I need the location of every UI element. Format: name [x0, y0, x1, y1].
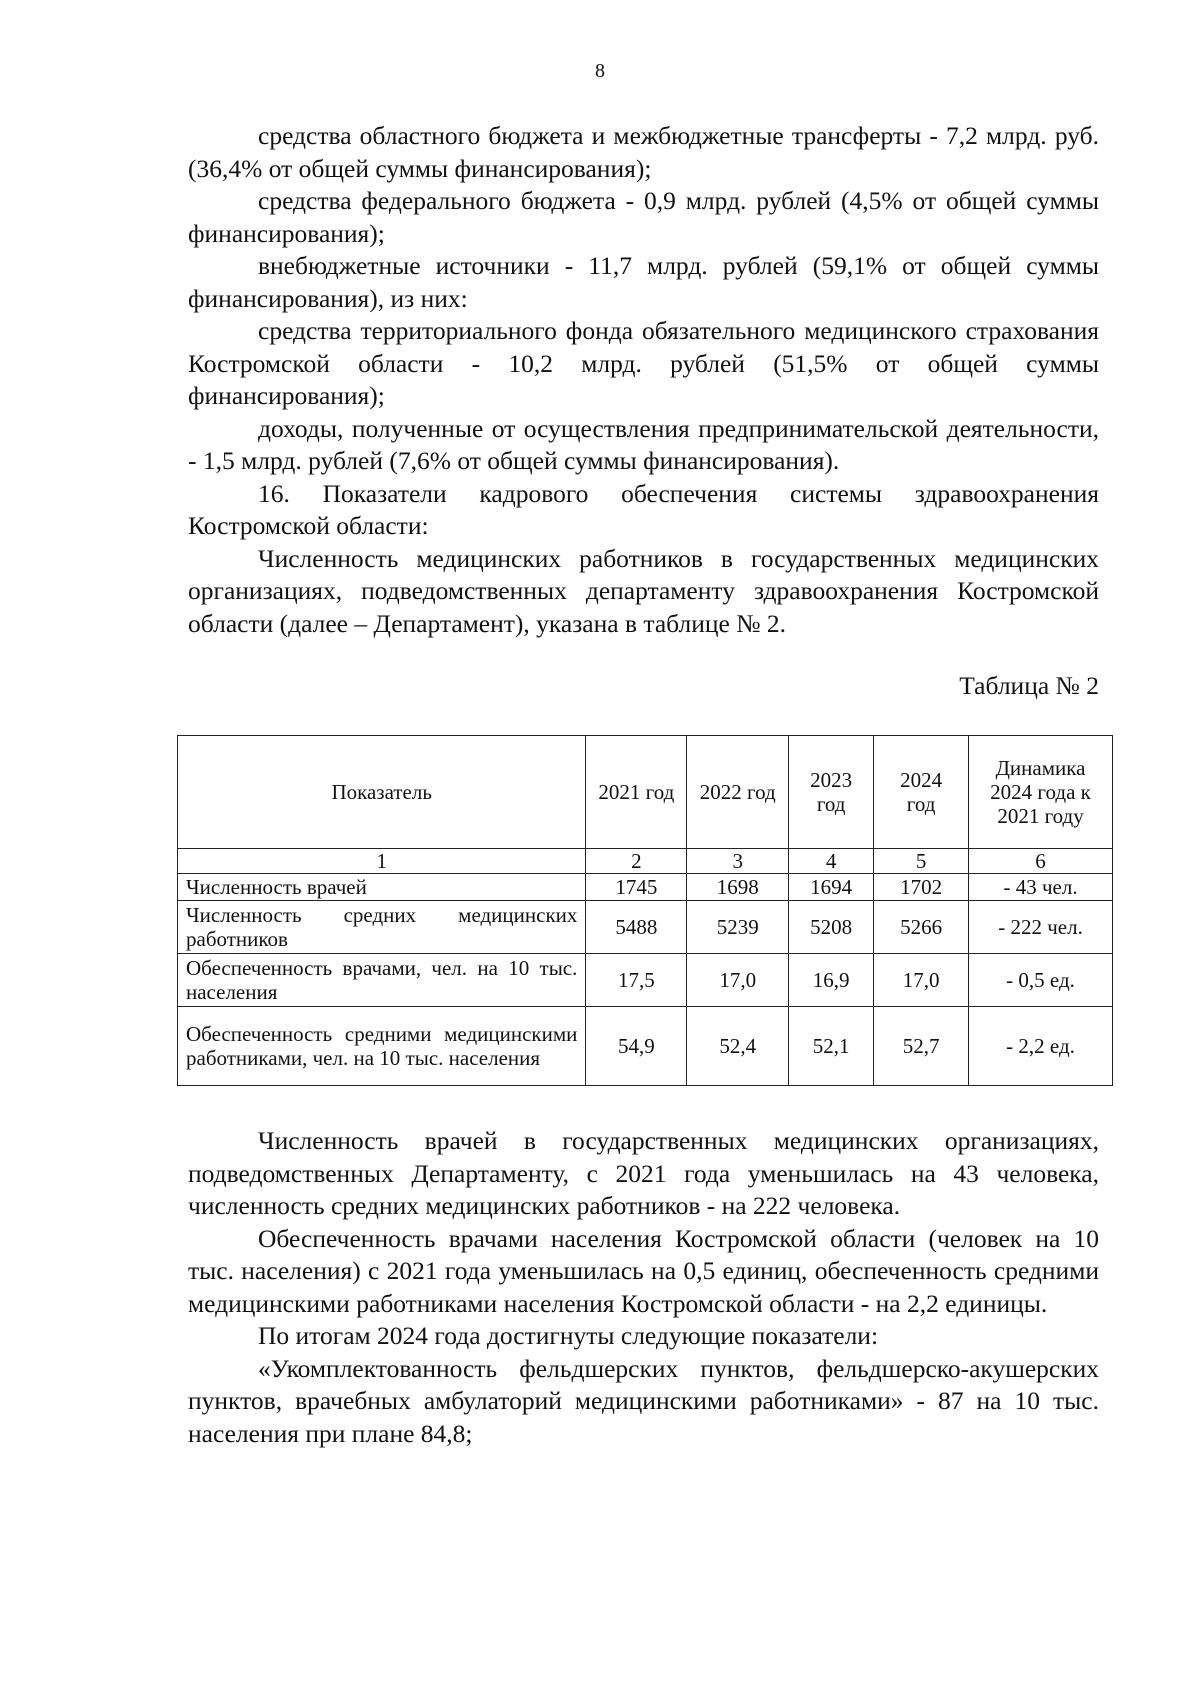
table-header-row	[178, 736, 1113, 849]
paragraph: По итогам 2024 года достигнуты следующие показатели:	[258, 1321, 879, 1350]
table-caption: Таблица № 2	[959, 671, 1099, 700]
value-cell: 1694	[789, 874, 874, 901]
value-cell: 52,7	[874, 1007, 969, 1086]
dynamics-cell: - 43 чел.	[969, 874, 1113, 901]
table-column-number-row	[178, 849, 1113, 874]
header-cell: 2023 год	[789, 736, 874, 849]
table-row	[178, 1007, 1113, 1086]
header-cell: 2024 год	[874, 736, 969, 849]
value-cell: 17,5	[586, 954, 687, 1007]
paragraph: средства областного бюджета и межбюджетные трансферты - 7,2 млрд. руб. (36,4% от общей суммы финансирования);	[188, 121, 1099, 183]
paragraph: Численность врачей в государственных медицинских организациях, подведомственных Департаменту, с 2021 года уменьшилась на 43 человека, численность средних медицинских работников - на 222 человека.	[188, 1126, 1099, 1220]
text-block-bottom	[188, 1125, 1099, 1450]
value-cell: 5488	[586, 901, 687, 954]
value-cell: 1698	[687, 874, 789, 901]
staffing-table	[177, 735, 1113, 1086]
value-cell: 52,1	[789, 1007, 874, 1086]
value-cell: 5208	[789, 901, 874, 954]
value-cell: 52,4	[687, 1007, 789, 1086]
column-number-cell: 6	[969, 849, 1113, 874]
value-cell: 5239	[687, 901, 789, 954]
header-cell: Динамика 2024 года к 2021 году	[969, 736, 1113, 849]
paragraph: «Укомплектованность фельдшерских пунктов, фельдшерско-акушерских пунктов, врачебных амбулаторий медицинскими работниками» - 87 на 10 тыс. населения при плане 84,8;	[188, 1353, 1099, 1448]
value-cell: 1745	[586, 874, 687, 901]
paragraph: средства федерального бюджета - 0,9 млрд. рублей (4,5% от общей суммы финансирования);	[188, 186, 1099, 248]
dynamics-cell: - 222 чел.	[969, 901, 1113, 954]
row-label-cell: Обеспеченность средними медицинскими работниками, чел. на 10 тыс. населения	[178, 1007, 586, 1086]
value-cell: 17,0	[874, 954, 969, 1007]
row-label-cell: Обеспеченность врачами, чел. на 10 тыс. населения	[178, 954, 586, 1007]
dynamics-cell: - 0,5 ед.	[969, 954, 1113, 1007]
value-cell: 17,0	[687, 954, 789, 1007]
table-row	[178, 954, 1113, 1007]
header-cell: 2021 год	[586, 736, 687, 849]
section-heading: 16. Показатели кадрового обеспечения системы здравоохранения Костромской области:	[188, 478, 1099, 540]
paragraph: средства территориального фонда обязательного медицинского страхования Костромской области - 10,2 млрд. рублей (51,5% от общей суммы финансирования);	[188, 316, 1099, 410]
value-cell: 16,9	[789, 954, 874, 1007]
text-block-top	[188, 120, 1099, 640]
column-number-cell: 1	[178, 849, 586, 874]
row-label-cell: Численность врачей	[178, 874, 586, 901]
column-number-cell: 4	[789, 849, 874, 874]
value-cell: 1702	[874, 874, 969, 901]
paragraph: Обеспеченность врачами населения Костромской области (человек на 10 тыс. населения) с 2021 года уменьшилась на 0,5 единиц, обеспеченность средними медицинскими работниками населения Костромской области - на 2,2 единицы.	[188, 1223, 1099, 1318]
paragraph: доходы, полученные от осуществления предпринимательской деятельности, - 1,5 млрд. рублей (7,6% от общей суммы финансирования).	[188, 413, 1099, 475]
paragraph: внебюджетные источники - 11,7 млрд. рублей (59,1% от общей суммы финансирования), из них:	[188, 251, 1099, 313]
column-number-cell: 3	[687, 849, 789, 874]
value-cell: 5266	[874, 901, 969, 954]
page-number: 8	[595, 60, 605, 82]
table-row	[178, 901, 1113, 954]
table-row	[178, 874, 1113, 901]
dynamics-cell: - 2,2 ед.	[969, 1007, 1113, 1086]
column-number-cell: 5	[874, 849, 969, 874]
row-label-cell: Численность средних медицинских работников	[178, 901, 586, 954]
paragraph: Численность медицинских работников в государственных медицинских организациях, подведомственных департаменту здравоохранения Костромской области (далее – Департамент), указана в таблице № 2.	[188, 543, 1099, 638]
value-cell: 54,9	[586, 1007, 687, 1086]
header-cell: 2022 год	[687, 736, 789, 849]
column-number-cell: 2	[586, 849, 687, 874]
header-cell: Показатель	[178, 736, 586, 849]
